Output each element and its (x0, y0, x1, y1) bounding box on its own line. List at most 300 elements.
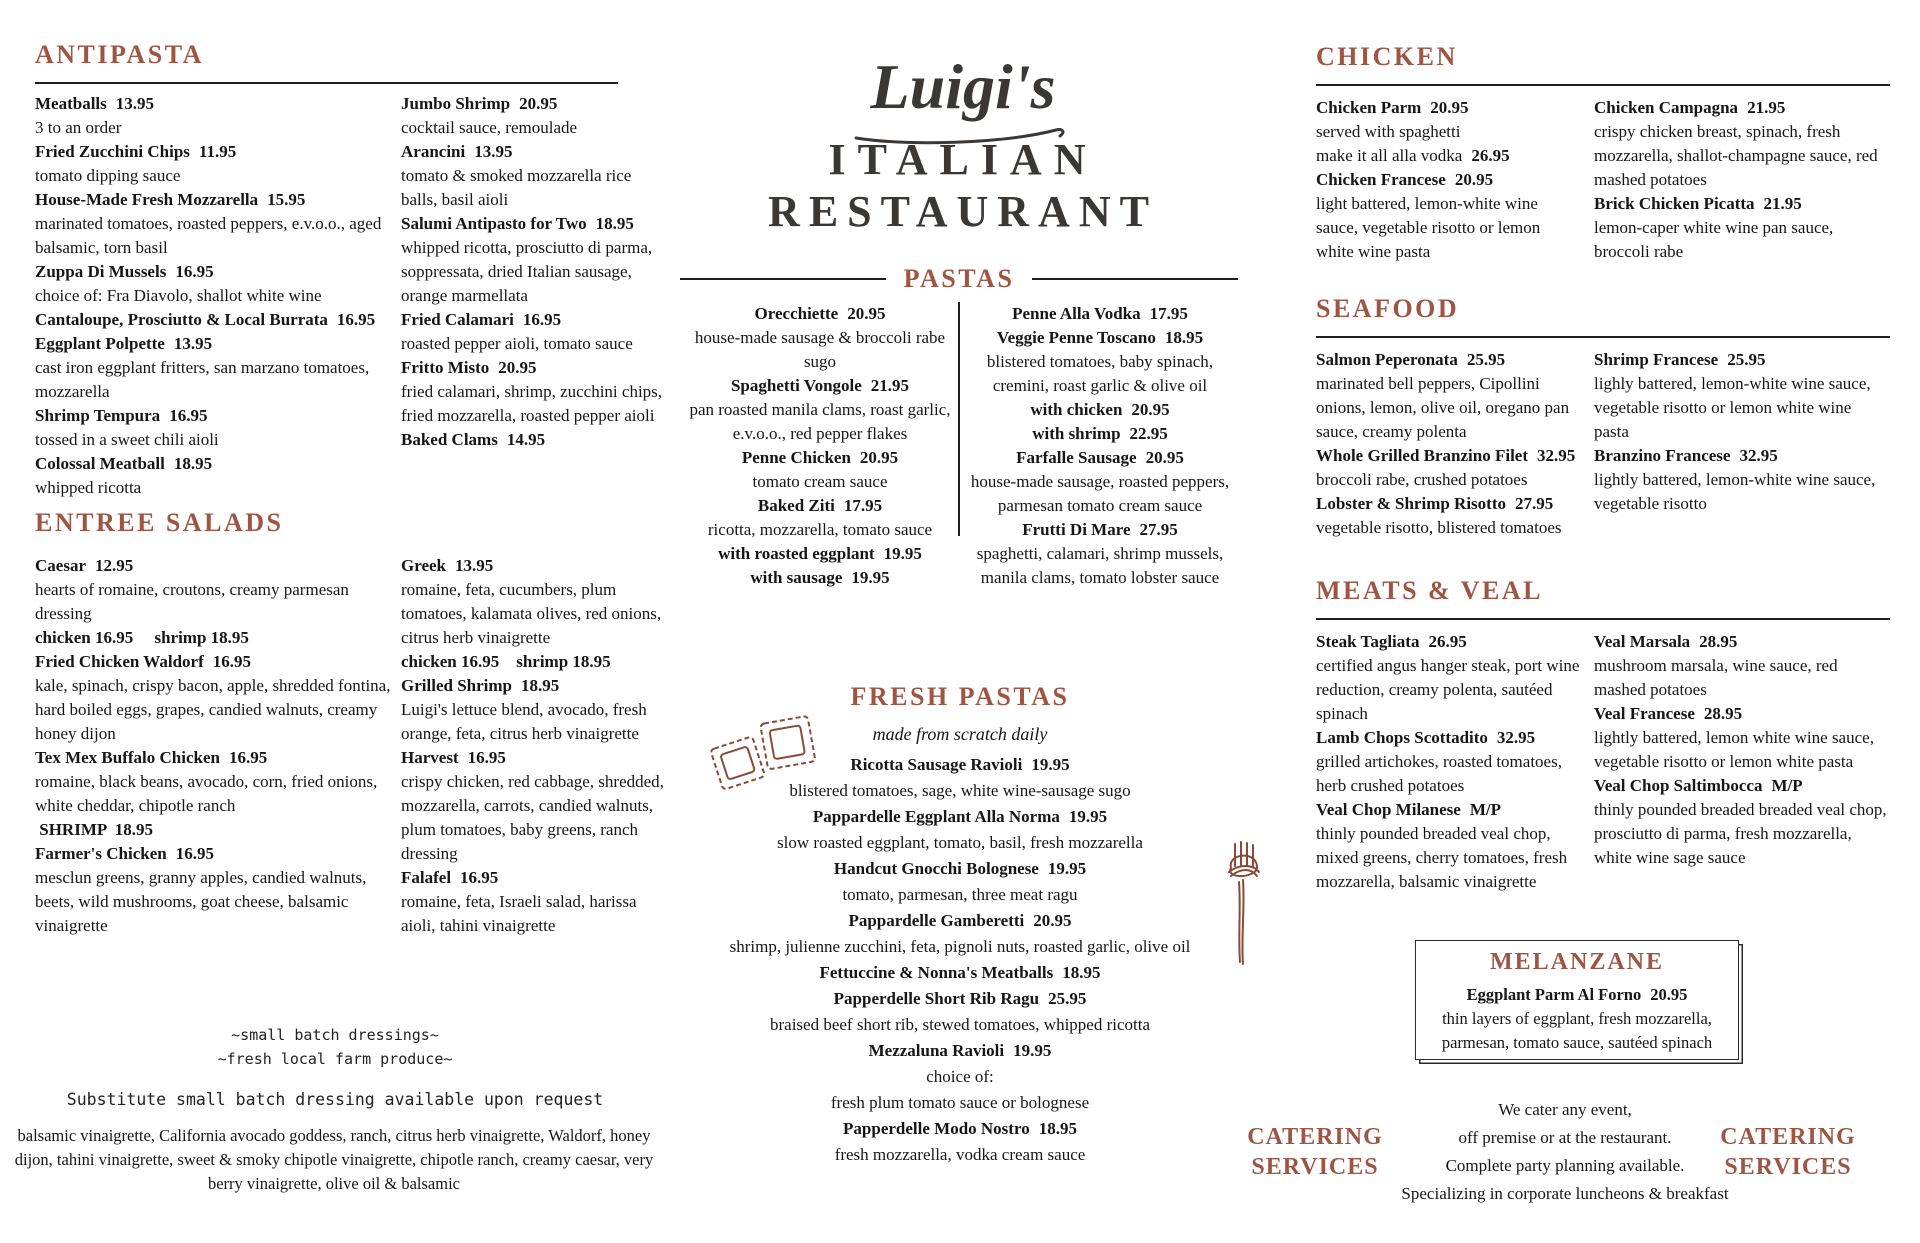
chicken-rule (1316, 84, 1890, 86)
item-description: lightly battered, lemon-white wine sauce, vegetable risotto (1594, 470, 1876, 513)
item-price: 16.95 (169, 406, 208, 425)
item-price: 32.95 (1496, 728, 1536, 747)
menu-item (35, 746, 395, 842)
item-name: Penne Alla Vodka (1012, 304, 1141, 323)
item-description: spaghetti, calamari, shrimp mussels, manila clams, tomato lobster sauce (976, 544, 1224, 587)
section-title-meats-veal: MEATS & VEAL (1316, 576, 1543, 605)
item-name: Shrimp Francese (1594, 350, 1719, 369)
item-price: 27.95 (1139, 520, 1178, 539)
menu-item (35, 308, 395, 332)
item-name: Arancini (401, 142, 466, 161)
small-batch-dressings-note: ~small batch dressings~ (231, 1026, 439, 1044)
catering-label-line1: CATERING (1720, 1124, 1856, 1150)
fresh-pastas-items (680, 752, 1240, 1168)
logo-italian-text: ITALIAN (828, 135, 1098, 184)
item-name: Chicken Parm (1316, 98, 1422, 117)
option-price: 26.95 (1471, 146, 1510, 165)
item-description: lighly battered, lemon-white wine sauce, vegetable risotto or lemon white wine pasta (1594, 374, 1871, 441)
menu-item (35, 188, 395, 260)
option-label: make it all alla vodka (1316, 146, 1463, 165)
item-name-price (401, 140, 669, 164)
item-name-price (401, 674, 669, 698)
item-name: Fried Zucchini Chips (35, 142, 190, 161)
item-price: 25.95 (1048, 989, 1087, 1008)
item-name: Zuppa Di Mussels (35, 262, 167, 281)
item-price: 20.95 (519, 94, 558, 113)
item-name-price (401, 428, 669, 452)
item-name-price (35, 746, 395, 770)
menu-item (35, 332, 395, 404)
option-price: 20.95 (1131, 400, 1170, 419)
menu-item (962, 302, 1238, 326)
item-name: Papperdelle Modo Nostro (843, 1119, 1030, 1138)
pastas-header (680, 264, 1238, 294)
menu-item (680, 908, 1240, 960)
item-description: choice of: (926, 1067, 994, 1086)
item-name: Tex Mex Buffalo Chicken (35, 748, 220, 767)
item-name-price (35, 308, 395, 332)
item-price: 26.95 (1428, 632, 1467, 651)
item-price: 15.95 (267, 190, 306, 209)
item-name: Veal Marsala (1594, 632, 1691, 651)
item-name-price (35, 452, 395, 476)
item-price: 20.95 (1454, 170, 1494, 189)
item-description: ricotta, mozzarella, tomato sauce (707, 520, 933, 539)
menu-item (680, 986, 1240, 1038)
catering-label-line1: CATERING (1247, 1124, 1383, 1150)
item-price: 16.95 (212, 652, 251, 671)
item-name-price (401, 212, 669, 236)
option-label: with shrimp (1032, 424, 1121, 443)
item-description: mushroom marsala, wine sauce, red mashed potatoes (1594, 656, 1838, 699)
option-label: with roasted eggplant (718, 544, 875, 563)
item-name-price (35, 188, 395, 212)
menu-item (401, 428, 669, 452)
menu-item (1316, 798, 1580, 894)
item-price: 18.95 (1164, 328, 1204, 347)
item-name-price (35, 404, 395, 428)
menu-item (401, 866, 669, 938)
item-description: served with spaghetti (1316, 122, 1461, 141)
item-price: 18.95 (173, 454, 213, 473)
item-description: lightly battered, lemon white wine sauce, vegetable risotto or lemon white pasta (1594, 728, 1874, 771)
menu-item (680, 1038, 1240, 1116)
menu-item (682, 494, 958, 590)
item-price: 11.95 (198, 142, 237, 161)
item-name-price (682, 302, 958, 326)
pastas-rule-right (1032, 278, 1238, 280)
dressings-list: balsamic vinaigrette, California avocado goddess, ranch, citrus herb vinaigrette, Waldorf, honey dijon, tahini vinaigrette, sweet & smoky chipotle vinaigrette, chipotle ranch, creamy caesar, very berry vinaigrette, olive oil & balsamic (14, 1126, 654, 1193)
item-name-price (1316, 348, 1580, 372)
item-name-price (1594, 702, 1890, 726)
item-description: choice of: Fra Diavolo, shallot white wine (35, 286, 322, 305)
option-label: SHRIMP 18.95 (35, 820, 154, 839)
item-price: 20.95 (847, 304, 886, 323)
item-name-price (682, 494, 958, 518)
menu-column (1316, 96, 1580, 264)
item-price: 12.95 (94, 556, 134, 575)
item-name-price (680, 856, 1240, 882)
item-name-price (1316, 798, 1580, 822)
catering-line: We cater any event, (1498, 1100, 1632, 1119)
item-description: marinated tomatoes, roasted peppers, e.v.o.o., aged balsamic, torn basil (35, 214, 382, 257)
menu-item (1422, 983, 1732, 1055)
item-description: shrimp, julienne zucchini, feta, pignoli nuts, roasted garlic, olive oil (729, 937, 1191, 956)
item-price: 20.95 (1430, 98, 1469, 117)
menu-item (401, 356, 669, 428)
item-description: broccoli rabe, crushed potatoes (1316, 470, 1528, 489)
menu-item (1594, 96, 1890, 192)
item-name-price (1316, 726, 1580, 750)
item-price: 17.95 (1149, 304, 1188, 323)
menu-item (682, 302, 958, 374)
item-name: Ricotta Sausage Ravioli (850, 755, 1023, 774)
item-description: tomato dipping sauce (35, 166, 181, 185)
item-price: 16.95 (228, 748, 268, 767)
option-price: 19.95 (851, 568, 890, 587)
antipasta-rule (35, 82, 618, 84)
menu-item (1316, 630, 1580, 726)
menu-item (35, 554, 395, 650)
item-price: 18.95 (520, 676, 560, 695)
item-name: Farfalle Sausage (1016, 448, 1137, 467)
item-name-price (1422, 983, 1732, 1007)
item-description: pan roasted manila clams, roast garlic, e.v.o.o., red pepper flakes (689, 400, 951, 443)
menu-item (1594, 774, 1890, 870)
menu-item (35, 260, 395, 308)
menu-item (1594, 702, 1890, 774)
item-name: Cantaloupe, Prosciutto & Local Burrata (35, 310, 328, 329)
item-name: Chicken Campagna (1594, 98, 1739, 117)
item-option (35, 626, 395, 650)
item-price: 19.95 (1068, 807, 1108, 826)
item-description: whipped ricotta, prosciutto di parma, soppressata, dried Italian sausage, orange marmellata (401, 238, 653, 305)
menu-item (680, 960, 1240, 986)
item-price: M/P (1771, 776, 1803, 795)
item-name: Falafel (401, 868, 452, 887)
menu-item (401, 308, 669, 356)
menu-item (962, 518, 1238, 590)
item-name-price (962, 518, 1238, 542)
option-label: chicken 16.95 shrimp 18.95 (401, 652, 611, 671)
option-price: 22.95 (1129, 424, 1168, 443)
item-name: Colossal Meatball (35, 454, 165, 473)
item-description: tomato, parmesan, three meat ragu (842, 885, 1078, 904)
item-name-price (35, 260, 395, 284)
item-name-price (35, 332, 395, 356)
item-description: crispy chicken breast, spinach, fresh mozzarella, shallot-champagne sauce, red mashed potatoes (1594, 122, 1878, 189)
item-price: 13.95 (115, 94, 155, 113)
item-description: fresh mozzarella, vodka cream sauce (834, 1145, 1086, 1164)
item-description: hearts of romaine, croutons, creamy parmesan dressing (35, 580, 349, 623)
menu-item (1316, 726, 1580, 798)
catering-line: Complete party planning available. (1445, 1156, 1685, 1175)
section-title-chicken: CHICKEN (1316, 42, 1458, 71)
item-name-price (35, 842, 395, 866)
item-name-price (680, 986, 1240, 1012)
item-description: house-made sausage & broccoli rabe sugo (694, 328, 946, 371)
item-name: Pappardelle Gamberetti (848, 911, 1025, 930)
menu-item (35, 140, 395, 188)
item-description: vegetable risotto, blistered tomatoes (1316, 518, 1562, 537)
item-description: cast iron eggplant fritters, san marzano tomatoes, mozzarella (35, 358, 370, 401)
item-price: 21.95 (1747, 98, 1786, 117)
item-price: 32.95 (1739, 446, 1778, 465)
item-name: Salmon Peperonata (1316, 350, 1458, 369)
item-name: Fried Calamari (401, 310, 514, 329)
item-price: 20.95 (1650, 985, 1688, 1004)
item-price: 25.95 (1727, 350, 1766, 369)
item-option (682, 566, 958, 590)
item-price: 19.95 (1013, 1041, 1052, 1060)
item-name: House-Made Fresh Mozzarella (35, 190, 259, 209)
item-price: 19.95 (1047, 859, 1087, 878)
item-name-price (1316, 444, 1580, 468)
item-name-price (962, 446, 1238, 470)
item-description: blistered tomatoes, sage, white wine-sausage sugo (789, 781, 1131, 800)
item-description: tomato cream sauce (752, 472, 888, 491)
menu-item (35, 92, 395, 140)
menu-item (680, 804, 1240, 856)
item-name: Meatballs (35, 94, 107, 113)
item-price: 17.95 (843, 496, 883, 515)
menu-column (1594, 348, 1890, 540)
menu-item (35, 404, 395, 452)
item-name-price (35, 92, 395, 116)
item-description: marinated bell peppers, Cipollini onions, lemon, olive oil, oregano pan sauce, creamy polenta (1316, 374, 1570, 441)
logo-script-text: Luigi's (870, 51, 1056, 122)
item-price: 28.95 (1703, 704, 1743, 723)
item-price: 13.95 (173, 334, 213, 353)
item-description: crispy chicken, red cabbage, shredded, mozzarella, carrots, candied walnuts, plum tomatoes, baby greens, ranch dressing (401, 772, 664, 863)
menu-item (682, 374, 958, 446)
item-description: romaine, black beans, avocado, corn, fried onions, white cheddar, chipotle ranch (35, 772, 378, 815)
substitute-dressing-note: Substitute small batch dressing available upon request (66, 1090, 604, 1109)
item-description: thinly pounded breaded breaded veal chop, prosciutto di parma, fresh mozzarella, white wine sage sauce (1594, 800, 1887, 867)
item-name: Papperdelle Short Rib Ragu (833, 989, 1040, 1008)
item-price: 28.95 (1699, 632, 1738, 651)
menu-item (680, 1116, 1240, 1168)
menu-item (1316, 348, 1580, 444)
item-price: 19.95 (1031, 755, 1070, 774)
item-name: Penne Chicken (741, 448, 851, 467)
item-name: Grilled Shrimp (401, 676, 512, 695)
menu-item (401, 554, 669, 674)
menu-item (962, 446, 1238, 518)
option-price: 19.95 (883, 544, 922, 563)
menu-item (35, 452, 395, 500)
item-price: 18.95 (1062, 963, 1101, 982)
item-name: Jumbo Shrimp (401, 94, 511, 113)
item-name: Mezzaluna Ravioli (868, 1041, 1005, 1060)
item-price: 16.95 (336, 310, 376, 329)
item-name-price (682, 374, 958, 398)
item-price: 20.95 (1033, 911, 1072, 930)
catering-line: off premise or at the restaurant. (1458, 1128, 1672, 1147)
item-description: thinly pounded breaded veal chop, mixed greens, cherry tomatoes, fresh mozzarella, balsamic vinaigrette (1316, 824, 1568, 891)
ravioli-doodle-icon (708, 706, 818, 794)
item-name: Steak Tagliata (1316, 632, 1420, 651)
menu-item (401, 140, 669, 212)
item-name: Branzino Francese (1594, 446, 1731, 465)
catering-label-line2: SERVICES (1251, 1154, 1379, 1180)
item-price: 18.95 (595, 214, 634, 233)
item-name: Shrimp Tempura (35, 406, 161, 425)
item-name: Handcut Gnocchi Bolognese (833, 859, 1039, 878)
item-name-price (1594, 444, 1890, 468)
menu-item (401, 92, 669, 140)
menu-item (1594, 444, 1890, 516)
item-price: 14.95 (506, 430, 546, 449)
item-description: thin layers of eggplant, fresh mozzarella, parmesan, tomato sauce, sautéed spinach (1441, 1009, 1713, 1052)
menu-item (401, 674, 669, 746)
item-price: 16.95 (522, 310, 562, 329)
menu-column (1316, 348, 1580, 540)
pastas-items (682, 302, 1238, 590)
item-option (682, 542, 958, 566)
option-label: with sausage (750, 568, 843, 587)
item-price: 32.95 (1537, 446, 1576, 465)
item-name: Brick Chicken Picatta (1594, 194, 1755, 213)
item-description: cocktail sauce, remoulade (401, 118, 578, 137)
menu-item (401, 212, 669, 308)
item-option (962, 398, 1238, 422)
item-option (401, 650, 669, 674)
item-name-price (680, 908, 1240, 934)
section-title-pastas: PASTAS (903, 264, 1015, 293)
chicken-items (1316, 96, 1896, 264)
item-name: Spaghetti Vongole (730, 376, 862, 395)
fresh-local-farm-produce-note: ~fresh local farm produce~ (217, 1050, 453, 1068)
item-description: tomato & smoked mozzarella rice balls, basil aioli (401, 166, 632, 209)
item-name: Frutti Di Mare (1022, 520, 1131, 539)
item-name-price (1316, 492, 1580, 516)
menu-column (35, 92, 395, 500)
item-name: Farmer's Chicken (35, 844, 167, 863)
item-name: Caesar (35, 556, 86, 575)
item-option (35, 818, 395, 842)
menu-item (1316, 492, 1580, 540)
seafood-items (1316, 348, 1896, 540)
item-price: 16.95 (467, 748, 506, 767)
item-name: Fettuccine & Nonna's Meatballs (819, 963, 1054, 982)
menu-item (962, 326, 1238, 446)
item-price: 20.95 (498, 358, 537, 377)
item-name-price (1316, 630, 1580, 654)
item-name: Baked Ziti (757, 496, 835, 515)
item-name: Lamb Chops Scottadito (1316, 728, 1488, 747)
item-name: Veal Francese (1594, 704, 1695, 723)
item-name: Orecchiette (754, 304, 839, 323)
item-name-price (35, 140, 395, 164)
meats-veal-items (1316, 630, 1896, 894)
item-name-price (401, 746, 669, 770)
item-name: Veal Chop Milanese (1316, 800, 1461, 819)
item-description: lemon-caper white wine pan sauce, broccoli rabe (1594, 218, 1834, 261)
item-name: Veggie Penne Toscano (996, 328, 1156, 347)
meats-veal-rule (1316, 618, 1890, 620)
item-name: Pappardelle Eggplant Alla Norma (812, 807, 1060, 826)
item-name: Whole Grilled Branzino Filet (1316, 446, 1529, 465)
logo-restaurant-text: RESTAURANT (768, 187, 1158, 236)
item-name-price (680, 1038, 1240, 1064)
item-description: Luigi's lettuce blend, avocado, fresh orange, feta, citrus herb vinaigrette (401, 700, 647, 743)
item-description: slow roasted eggplant, tomato, basil, fresh mozzarella (777, 833, 1143, 852)
pastas-column-divider (958, 302, 960, 536)
item-description: roasted pepper aioli, tomato sauce (401, 334, 633, 353)
item-name-price (1594, 630, 1890, 654)
item-price: 27.95 (1515, 494, 1554, 513)
item-description: house-made sausage, roasted peppers, parmesan tomato cream sauce (970, 472, 1230, 515)
item-description: tossed in a sweet chili aioli (35, 430, 219, 449)
pastas-rule-left (680, 278, 886, 280)
item-description: mesclun greens, granny apples, candied walnuts, beets, wild mushrooms, goat cheese, balsamic vinaigrette (35, 868, 367, 935)
item-name-price (401, 92, 669, 116)
item-name-price (962, 302, 1238, 326)
item-name-price (962, 326, 1238, 350)
menu-column (682, 302, 958, 590)
item-name-price (1316, 96, 1580, 120)
item-description: 3 to an order (35, 118, 122, 137)
item-description: light battered, lemon-white wine sauce, vegetable risotto or lemon white wine pasta (1316, 194, 1541, 261)
menu-column (401, 554, 669, 938)
item-name-price (680, 804, 1240, 830)
menu-item (680, 856, 1240, 908)
item-name: Fried Chicken Waldorf (35, 652, 204, 671)
seafood-rule (1316, 336, 1890, 338)
melanzane-box (1415, 940, 1739, 1060)
item-price: 25.95 (1466, 350, 1506, 369)
item-name: Salumi Antipasto for Two (401, 214, 587, 233)
menu-column (680, 752, 1240, 1168)
item-description: whipped ricotta (35, 478, 142, 497)
item-description: blistered tomatoes, baby spinach, cremini, roast garlic & olive oil (986, 352, 1214, 395)
item-name-price (1594, 192, 1890, 216)
catering-line: Specializing in corporate luncheons & breakfast (1401, 1184, 1729, 1203)
item-name-price (35, 554, 395, 578)
menu-column (1422, 983, 1732, 1055)
item-name-price (401, 866, 669, 890)
item-name-price (680, 1116, 1240, 1142)
item-name-price (682, 446, 958, 470)
item-price: 16.95 (460, 868, 499, 887)
item-price: 16.95 (175, 262, 214, 281)
item-name: Baked Clams (401, 430, 498, 449)
menu-item (1316, 444, 1580, 492)
item-price: 21.95 (870, 376, 910, 395)
item-price: 20.95 (1145, 448, 1184, 467)
item-description: braised beef short rib, stewed tomatoes, whipped ricotta (769, 1015, 1151, 1034)
menu-column (1316, 630, 1580, 894)
item-name-price (1594, 774, 1890, 798)
item-name-price (1594, 348, 1890, 372)
item-name: Harvest (401, 748, 459, 767)
menu-item (1316, 168, 1580, 264)
item-name-price (1594, 96, 1890, 120)
menu-column (35, 554, 395, 938)
option-label: chicken 16.95 shrimp 18.95 (35, 628, 249, 647)
item-price: M/P (1469, 800, 1501, 819)
section-title-melanzane: MELANZANE (1489, 949, 1664, 975)
item-name-price (401, 356, 669, 380)
menu-column (1594, 630, 1890, 894)
item-name: Greek (401, 556, 447, 575)
item-name-price (35, 650, 395, 674)
item-price: 13.95 (474, 142, 513, 161)
entree-salads-items (35, 554, 669, 938)
item-price: 20.95 (859, 448, 899, 467)
melanzane-items (1422, 983, 1732, 1055)
